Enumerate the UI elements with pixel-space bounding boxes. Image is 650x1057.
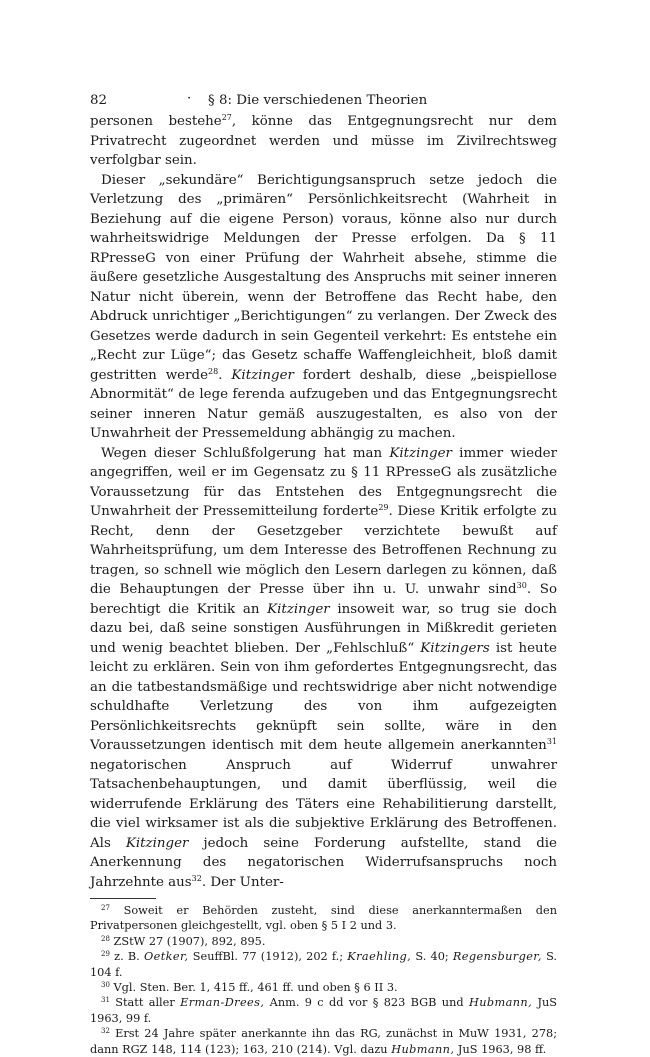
footnote-text: S. 104 f. (90, 950, 558, 979)
footnote-ref: 27 (221, 113, 232, 122)
footnote-number: 30 (101, 981, 110, 990)
footnote-text: Vgl. Sten. Ber. 1, 415 ff., 461 ff. und oben § 6 II 3. (109, 981, 398, 995)
footnote-text: Erst 24 Jahre später anerkannte ihn das RG, zunächst in MuW 1931, 278; dann RGZ 148, 114 (123); 163, 210 (214). Vgl. dazu (90, 1027, 557, 1056)
footnote-32 (90, 1026, 557, 1057)
text-run: negatorischen Anspruch auf Widerruf unwahrer Tatsachenbehauptungen, und damit überflüssig, weil die widerrufende Erklärung des Täters eine Rehabilitierung darstellt, die viel wirksamer ist als die subjektive Erklärung des Betroffenen. Als (90, 757, 557, 851)
author-name: Kitzingers (420, 640, 490, 656)
footnote-29 (90, 949, 557, 980)
footnote-number: 27 (101, 904, 110, 912)
text-run: fordert deshalb, diese „beispiellose Abnormität“ de lege ferenda aufzugeben und das Entgegnungsrecht seiner inneren Natur gemäß auszugestalten, es also von der Unwahrheit der Pressemeldung abhängig zu machen. (90, 367, 557, 441)
author-name: Kraehling, (347, 950, 412, 964)
footnote-ref: 32 (191, 873, 202, 883)
paragraph-2 (90, 171, 557, 444)
footnote-text: JuS 1963, 99 f. (90, 996, 557, 1025)
author-name: Kitzinger (231, 367, 294, 383)
text-run: Wegen dieser Schlußfolgerung hat man (101, 445, 390, 461)
footnote-number: 32 (101, 1027, 110, 1036)
footnote-text: JuS 1963, 98 ff. (454, 1042, 547, 1056)
text-run: . (218, 367, 232, 383)
text-run: ist heute leicht zu erklären. Sein von ihm gefordertes Entgegnungsrecht, das an die tatbestandsmäßige und rechtswidrige aber nicht notwendige schuldhafte Verletzung des von ihm aufgezeigten Persönlichkeitsrechts geknüpft sein sollte, wäre in den Voraussetzungen identisch mit dem heute allgemein anerkannten (90, 640, 557, 753)
author-name: Kitzinger (267, 601, 330, 617)
footnote-30 (90, 980, 557, 995)
author-name: Kitzinger (389, 445, 452, 461)
page-number: 82 (90, 93, 108, 108)
footnote-ref: 31 (546, 737, 557, 746)
footnote-ref: 28 (208, 366, 219, 376)
author-name: Oetker, (143, 950, 189, 964)
footnote-28 (90, 934, 557, 949)
paragraph-1 (90, 112, 557, 171)
footnote-number: 31 (101, 996, 110, 1005)
text-run: Dieser „sekundäre“ Berichtigungsanspruch setze jedoch die Verletzung des „primären“ Persönlichkeitsrecht (Wahrheit in Beziehung auf die eigene Person) voraus, könne also nur durch wahrheitswidrige Meldungen der Presse erfolgen. Da § 11 RPresseG von einer Prüfung der Wahrheit absehe, stimme die äußere gesetzliche Ausgestaltung des Anspruchs mit seiner inneren Natur nicht überein, wenn der Betroffene das Recht habe, den Abdruck unrichtiger „Berichtigungen“ zu verlangen. Der Zweck des Gesetzes werde dadurch in sein Gegenteil verkehrt: Es entstehe ein „Recht zur Lüge“; das Gesetz schaffe Waffengleichheit, bloß damit gestritten werde (90, 172, 557, 383)
footnotes (90, 903, 557, 1057)
author-name: Hubmann, (468, 996, 533, 1010)
footnote-ref: 29 (378, 503, 389, 512)
book-page (90, 90, 557, 1057)
author-name: Hubmann, (391, 1042, 455, 1056)
header-separator: · (187, 91, 192, 106)
footnote-text: S. 40; (411, 950, 453, 964)
text-run: . So berechtigt die Kritik an (90, 582, 558, 617)
section-title: § 8: Die verschiedenen Theorien (208, 93, 428, 108)
text-run: . Der Unter- (201, 874, 284, 890)
author-name: Regensburger, (452, 950, 542, 964)
text-run: . Diese Kritik erfolgte zu Recht, denn der Gesetzgeber verzichtete bewußt auf Wahrheitsprüfung, um dem Interesse des Betroffenen Rechnung zu tragen, so schnell wie möglich den Lesern darlegen zu können, daß die Behauptungen der Presse über ihn u. U. unwahr sind (90, 504, 558, 597)
footnote-text: Statt aller (109, 996, 181, 1010)
text-run: immer wieder angegriffen, weil er im Gegensatz zu § 11 RPresseG als zusätzliche Voraussetzung für das Entstehen des Entgegnungsrecht die Unwahrheit der Pressemitteilung forderte (90, 445, 557, 519)
footnote-text: Soweit er Behörden zusteht, sind diese anerkanntermaßen den Privatpersonen gleichgestellt, vgl. oben § 5 I 2 und 3. (90, 904, 557, 933)
author-name: Kitzinger (125, 835, 189, 851)
footnote-text: ZStW 27 (1907), 892, 895. (109, 934, 266, 948)
text-run: personen bestehe (90, 114, 222, 129)
text-run: jedoch seine Forderung aufstellte, stand die Anerkennung des negatorischen Widerrufsanspruchs noch Jahrzehnte aus (90, 835, 557, 890)
footnote-text: SeuffBl. 77 (1912), 202 f.; (188, 950, 348, 964)
footnote-ref: 30 (516, 581, 527, 590)
footnote-number: 29 (101, 950, 110, 959)
footnote-text: Anm. 9 c dd vor § 823 BGB und (264, 996, 469, 1010)
footnote-number: 28 (101, 934, 110, 943)
text-run: insoweit war, so trug sie doch dazu bei, daß seine sonstigen Ausführungen in Mißkredit gerieten und wenig beachtet blieben. Der „Fehlschluß“ (90, 601, 557, 656)
running-header (90, 90, 557, 112)
footnote-27 (90, 903, 557, 934)
footnote-divider (90, 898, 156, 899)
text-run: , könne das Entgegnungsrecht nur dem Privatrecht zugeordnet werden und müsse im Zivilrechtsweg verfolgbar sein. (90, 114, 558, 168)
author-name: Erman-Drees, (180, 996, 265, 1010)
footnote-31 (90, 995, 557, 1026)
main-text (90, 112, 557, 892)
paragraph-3 (90, 444, 557, 893)
footnote-text: z. B. (109, 950, 144, 964)
